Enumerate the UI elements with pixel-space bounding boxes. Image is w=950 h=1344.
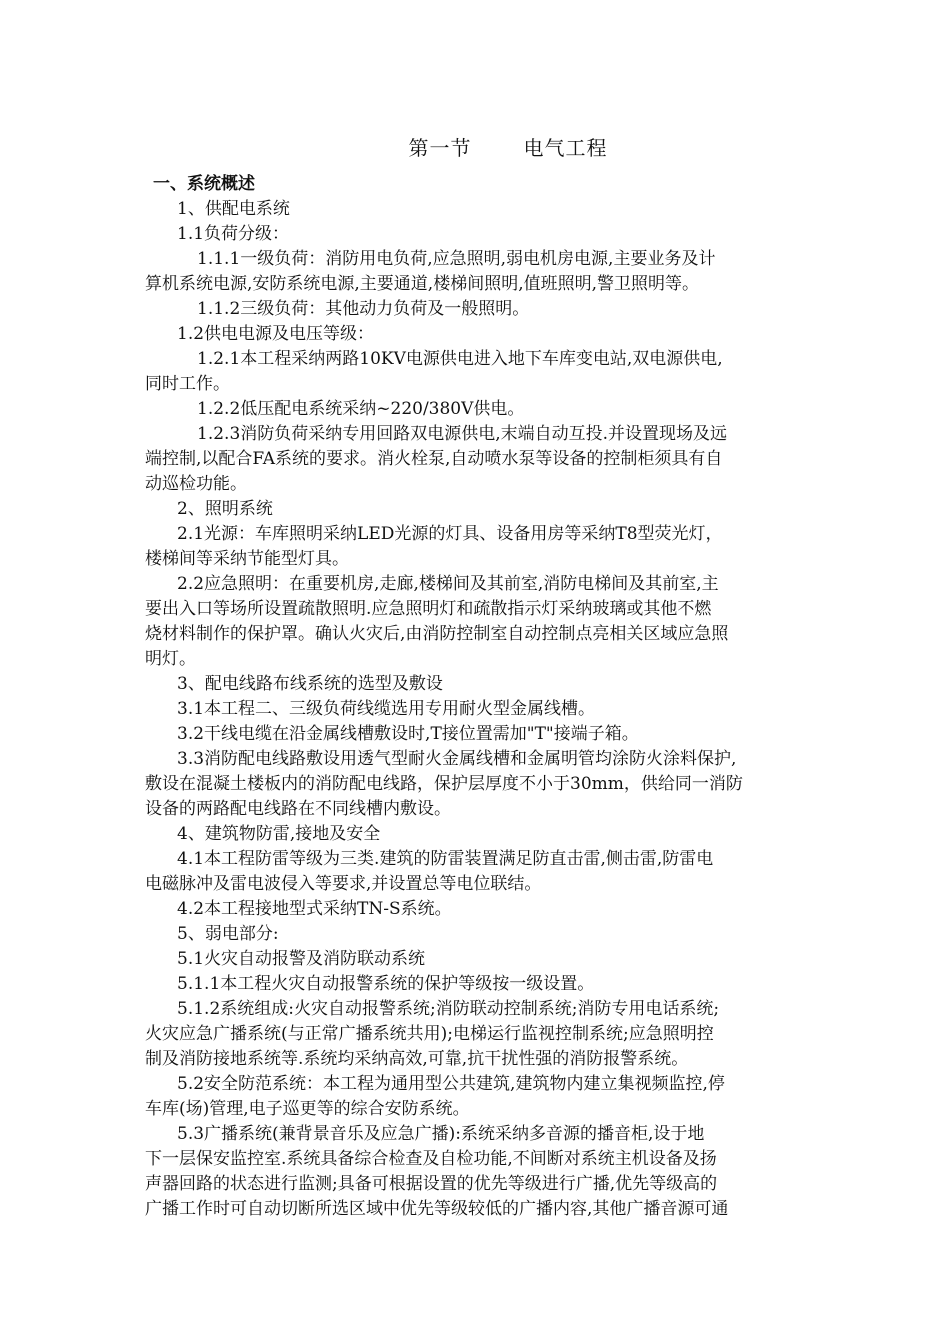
- paragraph-line: 车库(场)管理,电子巡更等的综合安防系统。: [145, 1099, 470, 1119]
- paragraph-line: 敷设在混凝土楼板内的消防配电线路，保护层厚度不小于30mm，供给同一消防: [145, 774, 743, 794]
- document-body: [145, 172, 815, 1222]
- paragraph-line: 2.1光源：车库照明采纳LED光源的灯具、设备用房等采纳T8型荧光灯，: [177, 524, 723, 544]
- paragraph-line: 4、建筑物防雷,接地及安全: [177, 824, 381, 844]
- section-name: 电气工程: [523, 136, 608, 160]
- paragraph-line: 4.1本工程防雷等级为三类.建筑的防雷装置满足防直击雷,侧击雷,防雷电: [177, 849, 714, 869]
- paragraph-line: 1.2.3消防负荷采纳专用回路双电源供电,末端自动互投.并设置现场及远: [197, 424, 728, 444]
- paragraph-line: 1、供配电系统: [177, 199, 290, 219]
- paragraph-line: 1.2供电电源及电压等级：: [177, 324, 375, 344]
- paragraph-line: 制及消防接地系统等.系统均采纳高效,可靠,抗干扰性强的消防报警系统。: [145, 1049, 689, 1069]
- paragraph-line: 2、照明系统: [177, 499, 273, 519]
- paragraph-line: 1.1.1一级负荷：消防用电负荷,应急照明,弱电机房电源,主要业务及计: [197, 249, 716, 269]
- paragraph-line: 1.1负荷分级：: [177, 224, 290, 244]
- paragraph-line: 要出入口等场所设置疏散照明.应急照明灯和疏散指示灯采纳玻璃或其他不燃: [145, 599, 712, 619]
- paragraph-line: 1.2.1本工程采纳两路10KV电源供电进入地下车库变电站,双电源供电,: [197, 349, 723, 369]
- paragraph-line: 2.2应急照明：在重要机房,走廊,楼梯间及其前室,消防电梯间及其前室,主: [177, 574, 719, 594]
- paragraph-line: 下一层保安监控室.系统具备综合检查及自检功能,不间断对系统主机设备及扬: [145, 1149, 717, 1169]
- section-heading: 一、系统概述: [153, 174, 255, 194]
- paragraph-line: 5.1.1本工程火灾自动报警系统的保护等级按一级设置。: [177, 974, 595, 994]
- paragraph-line: 5.2安全防范系统：本工程为通用型公共建筑,建筑物内建立集视频监控,停: [177, 1074, 725, 1094]
- paragraph-line: 端控制,以配合FA系统的要求。消火栓泵,自动喷水泵等设备的控制柜须具有自: [145, 449, 723, 469]
- paragraph-line: 5、弱电部分:: [177, 924, 279, 944]
- paragraph-line: 3.2干线电缆在沿金属线槽敷设时,T接位置需加"T"接端子箱。: [177, 724, 639, 744]
- paragraph-line: 声器回路的状态进行监测;具备可根据设置的优先等级进行广播,优先等级高的: [145, 1174, 718, 1194]
- paragraph-line: 1.1.2三级负荷：其他动力负荷及一般照明。: [197, 299, 530, 319]
- paragraph-line: 5.1.2系统组成:火灾自动报警系统;消防联动控制系统;消防专用电话系统;: [177, 999, 720, 1019]
- paragraph-line: 1.2.2低压配电系统采纳~220/380V供电。: [197, 399, 525, 419]
- paragraph-line: 设备的两路配电线路在不同线槽内敷设。: [145, 799, 451, 819]
- paragraph-line: 4.2本工程接地型式采纳TN-S系统。: [177, 899, 452, 919]
- paragraph-line: 火灾应急广播系统(与正常广播系统共用);电梯运行监视控制系统;应急照明控: [145, 1024, 714, 1044]
- paragraph-line: 烧材料制作的保护罩。确认火灾后,由消防控制室自动控制点亮相关区域应急照: [145, 624, 729, 644]
- paragraph-line: 明灯。: [145, 649, 196, 669]
- paragraph-line: 同时工作。: [145, 374, 230, 394]
- paragraph-line: 广播工作时可自动切断所选区域中优先等级较低的广播内容,其他广播音源可通: [145, 1199, 729, 1219]
- paragraph-line: 电磁脉冲及雷电波侵入等要求,并设置总等电位联结。: [145, 874, 542, 894]
- paragraph-line: 算机系统电源,安防系统电源,主要通道,楼梯间照明,值班照明,警卫照明等。: [145, 274, 700, 294]
- section-number: 第一节: [408, 136, 472, 160]
- paragraph-line: 楼梯间等采纳节能型灯具。: [145, 549, 349, 569]
- paragraph-line: 动巡检功能。: [145, 474, 247, 494]
- paragraph-line: 3.3消防配电线路敷设用透气型耐火金属线槽和金属明管均涂防火涂料保护,: [177, 749, 737, 769]
- paragraph-line: 5.3广播系统(兼背景音乐及应急广播):系统采纳多音源的播音柜,设于地: [177, 1124, 705, 1144]
- paragraph-line: 3、配电线路布线系统的选型及敷设: [177, 674, 443, 694]
- paragraph-line: 3.1本工程二、三级负荷线缆选用专用耐火型金属线槽。: [177, 699, 596, 719]
- section-title: [0, 132, 950, 161]
- paragraph-line: 5.1火灾自动报警及消防联动系统: [177, 949, 426, 969]
